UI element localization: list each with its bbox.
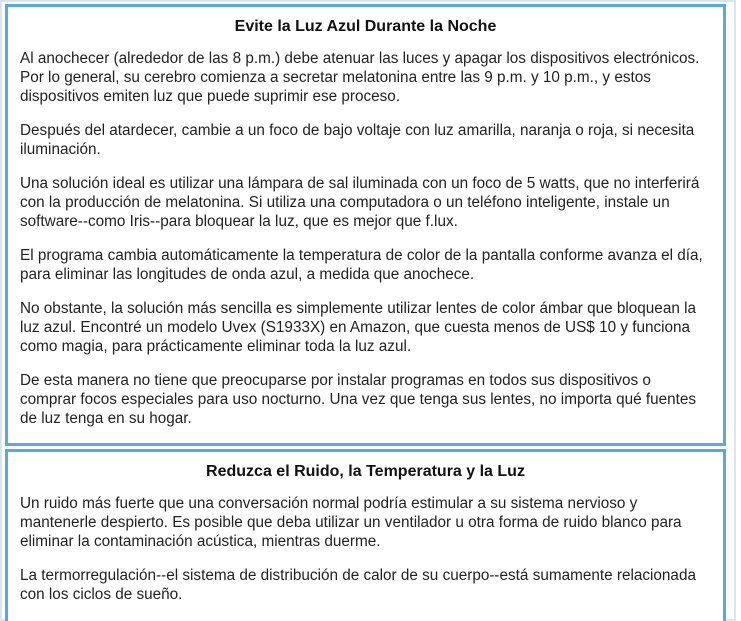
section-blue-light [5, 4, 726, 446]
paragraph: La termorregulación--el sistema de distribución de calor de su cuerpo--está sumamente relacionada con los ciclos de sueño. [20, 567, 696, 603]
section-title: Reduzca el Ruido, la Temperatura y la Luz [206, 463, 525, 480]
paragraph: No obstante, la solución más sencilla es simplemente utilizar lentes de color ámbar que bloquean la luz azul. Encontré un modelo Uvex (S1933X) en Amazon, que cuesta menos de US$ 10 y funciona como magia, para prácticamente eliminar toda la luz azul. [20, 300, 696, 355]
paragraph: Una solución ideal es utilizar una lámpara de sal iluminada con un foco de 5 watts, que no interferirá con la producción de melatonina. Si utiliza una computadora o un teléfono inteligente, instale un software--como Iris--para bloquear la luz, que es mejor que f.lux. [20, 175, 700, 230]
section-noise-temperature [5, 449, 726, 621]
section-title: Evite la Luz Azul Durante la Noche [234, 18, 497, 35]
paragraph: Después del atardecer, cambie a un foco de bajo voltaje con luz amarilla, naranja o roja, si necesita iluminación. [20, 122, 695, 158]
paragraph: De esta manera no tiene que preocuparse por instalar programas en todos sus dispositivos o comprar focos especiales para uso nocturno. Una vez que tenga sus lentes, no importa qué fuentes de luz tenga en su hogar. [20, 372, 697, 427]
paragraph: Al anochecer (alrededor de las 8 p.m.) debe atenuar las luces y apagar los dispositivos electrónicos. Por lo general, su cerebro comienza a secretar melatonina entre las 9 p.m. y 10 p.m., y estos dispositivos emiten luz que puede suprimir ese proceso. [20, 50, 700, 105]
paragraph: El programa cambia automáticamente la temperatura de color de la pantalla conforme avanza el día, para eliminar las longitudes de onda azul, a medida que anochece. [20, 247, 703, 283]
paragraph: Un ruido más fuerte que una conversación normal podría estimular a su sistema nervioso y mantenerle despierto. Es posible que deba utilizar un ventilador u otra forma de ruido blanco para eliminar la contaminación acústica, mientras duerme. [20, 495, 682, 550]
